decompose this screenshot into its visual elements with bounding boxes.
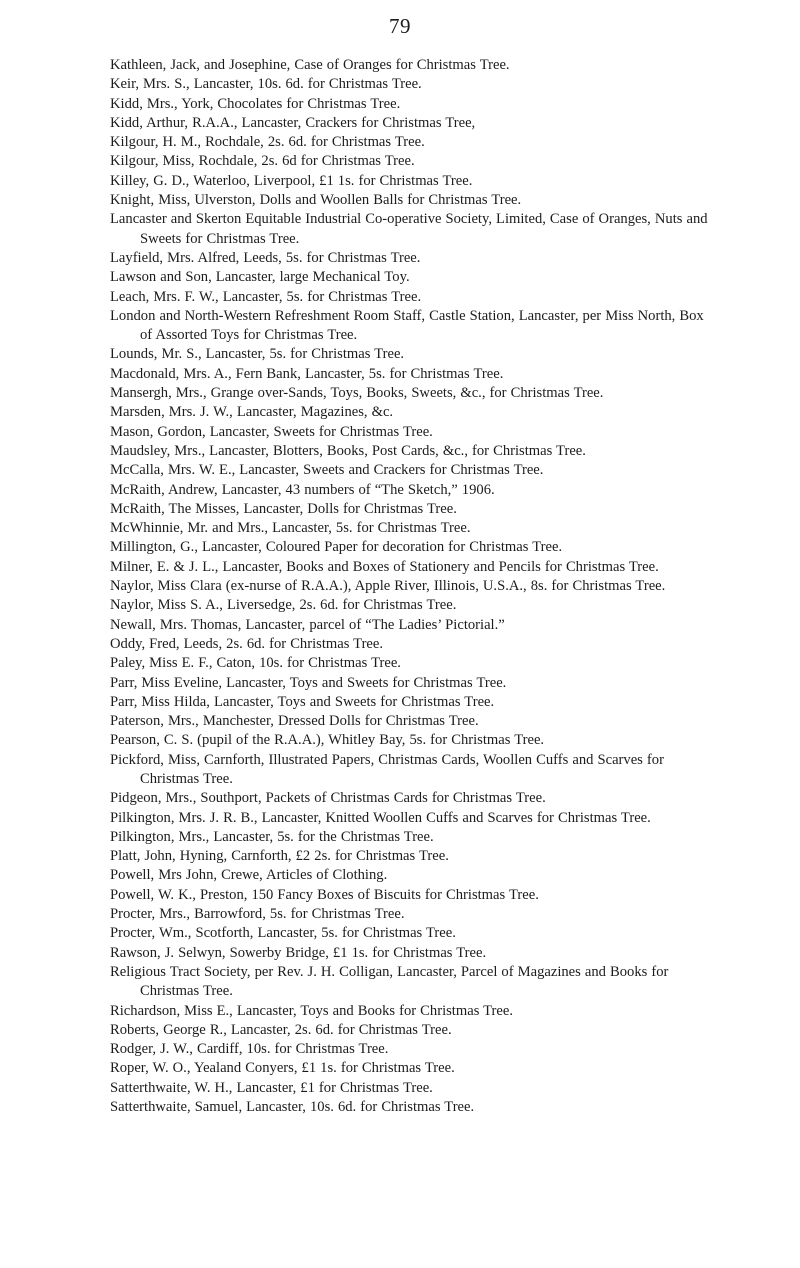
donor-entry: McRaith, Andrew, Lancaster, 43 numbers of “The Sketch,” 1906. <box>110 481 495 498</box>
donor-entry: Layfield, Mrs. Alfred, Leeds, 5s. for Christmas Tree. <box>110 249 421 266</box>
donor-entry: Pearson, C. S. (pupil of the R.A.A.), Whitley Bay, 5s. for Christmas Tree. <box>110 732 545 749</box>
donor-entry: McRaith, The Misses, Lancaster, Dolls for Christmas Tree. <box>110 500 457 517</box>
donor-list <box>110 56 710 1117</box>
donor-entry: Parr, Miss Eveline, Lancaster, Toys and Sweets for Christmas Tree. <box>110 674 507 691</box>
donor-entry: McWhinnie, Mr. and Mrs., Lancaster, 5s. for Christmas Tree. <box>110 520 471 537</box>
donor-entry: Kidd, Arthur, R.A.A., Lancaster, Crackers for Christmas Tree, <box>110 114 476 131</box>
donor-entry: Powell, Mrs John, Crewe, Articles of Clothing. <box>110 867 388 884</box>
page-number: 79 <box>389 14 411 38</box>
donor-entry: Pidgeon, Mrs., Southport, Packets of Christmas Cards for Christmas Tree. <box>110 790 546 807</box>
donor-entry: Oddy, Fred, Leeds, 2s. 6d. for Christmas Tree. <box>110 635 384 652</box>
donor-entry: Lawson and Son, Lancaster, large Mechanical Toy. <box>110 269 410 286</box>
donor-entry: Religious Tract Society, per Rev. J. H. Colligan, Lancaster, Parcel of Magazines and Books for Christmas Tree. <box>110 963 669 1000</box>
donor-entry: Satterthwaite, W. H., Lancaster, £1 for Christmas Tree. <box>110 1079 433 1096</box>
donor-entry: Paterson, Mrs., Manchester, Dressed Dolls for Christmas Tree. <box>110 713 479 730</box>
donor-entry: Kidd, Mrs., York, Chocolates for Christmas Tree. <box>110 95 401 112</box>
donor-entry: McCalla, Mrs. W. E., Lancaster, Sweets and Crackers for Christmas Tree. <box>110 462 544 479</box>
donor-entry: Marsden, Mrs. J. W., Lancaster, Magazines, &c. <box>110 404 394 421</box>
donor-entry: Rawson, J. Selwyn, Sowerby Bridge, £1 1s. for Christmas Tree. <box>110 944 487 961</box>
donor-entry: Knight, Miss, Ulverston, Dolls and Woollen Balls for Christmas Tree. <box>110 192 522 209</box>
donor-entry: Platt, John, Hyning, Carnforth, £2 2s. for Christmas Tree. <box>110 848 449 865</box>
donor-entry: Newall, Mrs. Thomas, Lancaster, parcel of “The Ladies’ Pictorial.” <box>110 616 505 633</box>
donor-entry: Milner, E. & J. L., Lancaster, Books and Boxes of Stationery and Pencils for Christmas Tree. <box>110 558 659 575</box>
donor-entry: Lounds, Mr. S., Lancaster, 5s. for Christmas Tree. <box>110 346 405 363</box>
donor-entry: Kilgour, H. M., Rochdale, 2s. 6d. for Christmas Tree. <box>110 134 425 151</box>
donor-entry: Maudsley, Mrs., Lancaster, Blotters, Books, Post Cards, &c., for Christmas Tree. <box>110 442 586 459</box>
donor-entry: London and North-Western Refreshment Room Staff, Castle Station, Lancaster, per Miss North, Box of Assorted Toys for Christmas Tree. <box>110 307 704 344</box>
donor-entry: Procter, Mrs., Barrowford, 5s. for Christmas Tree. <box>110 906 405 923</box>
donor-entry: Paley, Miss E. F., Caton, 10s. for Christmas Tree. <box>110 655 401 672</box>
donor-entry: Killey, G. D., Waterloo, Liverpool, £1 1s. for Christmas Tree. <box>110 172 473 189</box>
donor-entry: Keir, Mrs. S., Lancaster, 10s. 6d. for Christmas Tree. <box>110 76 422 93</box>
donor-entry: Mansergh, Mrs., Grange over-Sands, Toys, Books, Sweets, &c., for Christmas Tree. <box>110 385 604 402</box>
donor-entry: Procter, Wm., Scotforth, Lancaster, 5s. for Christmas Tree. <box>110 925 456 942</box>
donor-entry: Millington, G., Lancaster, Coloured Paper for decoration for Christmas Tree. <box>110 539 563 556</box>
donor-entry: Leach, Mrs. F. W., Lancaster, 5s. for Christmas Tree. <box>110 288 422 305</box>
donor-entry: Naylor, Miss Clara (ex-nurse of R.A.A.), Apple River, Illinois, U.S.A., 8s. for Christmas Tree. <box>110 578 666 595</box>
donor-entry: Kilgour, Miss, Rochdale, 2s. 6d for Christmas Tree. <box>110 153 415 170</box>
donor-entry: Naylor, Miss S. A., Liversedge, 2s. 6d. for Christmas Tree. <box>110 597 457 614</box>
donor-entry: Rodger, J. W., Cardiff, 10s. for Christmas Tree. <box>110 1041 389 1058</box>
donor-entry: Mason, Gordon, Lancaster, Sweets for Christmas Tree. <box>110 423 433 440</box>
donor-entry: Pilkington, Mrs., Lancaster, 5s. for the Christmas Tree. <box>110 828 434 845</box>
donor-entry: Roberts, George R., Lancaster, 2s. 6d. for Christmas Tree. <box>110 1021 452 1038</box>
donor-entry: Macdonald, Mrs. A., Fern Bank, Lancaster, 5s. for Christmas Tree. <box>110 365 504 382</box>
donor-entry: Kathleen, Jack, and Josephine, Case of Oranges for Christmas Tree. <box>110 57 510 73</box>
donor-entry: Pilkington, Mrs. J. R. B., Lancaster, Knitted Woollen Cuffs and Scarves for Christmas Tree. <box>110 809 651 826</box>
donor-entry: Powell, W. K., Preston, 150 Fancy Boxes of Biscuits for Christmas Tree. <box>110 886 539 903</box>
donor-entry: Parr, Miss Hilda, Lancaster, Toys and Sweets for Christmas Tree. <box>110 693 495 710</box>
donor-entry: Richardson, Miss E., Lancaster, Toys and Books for Christmas Tree. <box>110 1002 514 1019</box>
donor-entry: Satterthwaite, Samuel, Lancaster, 10s. 6d. for Christmas Tree. <box>110 1099 475 1116</box>
donor-entry: Roper, W. O., Yealand Conyers, £1 1s. for Christmas Tree. <box>110 1060 455 1077</box>
donor-entry: Lancaster and Skerton Equitable Industrial Co-operative Society, Limited, Case of Oranges, Nuts and Sweets for Christmas Tree. <box>110 211 708 247</box>
donor-entry: Pickford, Miss, Carnforth, Illustrated Papers, Christmas Cards, Woollen Cuffs and Scarves for Christmas Tree. <box>110 751 664 787</box>
